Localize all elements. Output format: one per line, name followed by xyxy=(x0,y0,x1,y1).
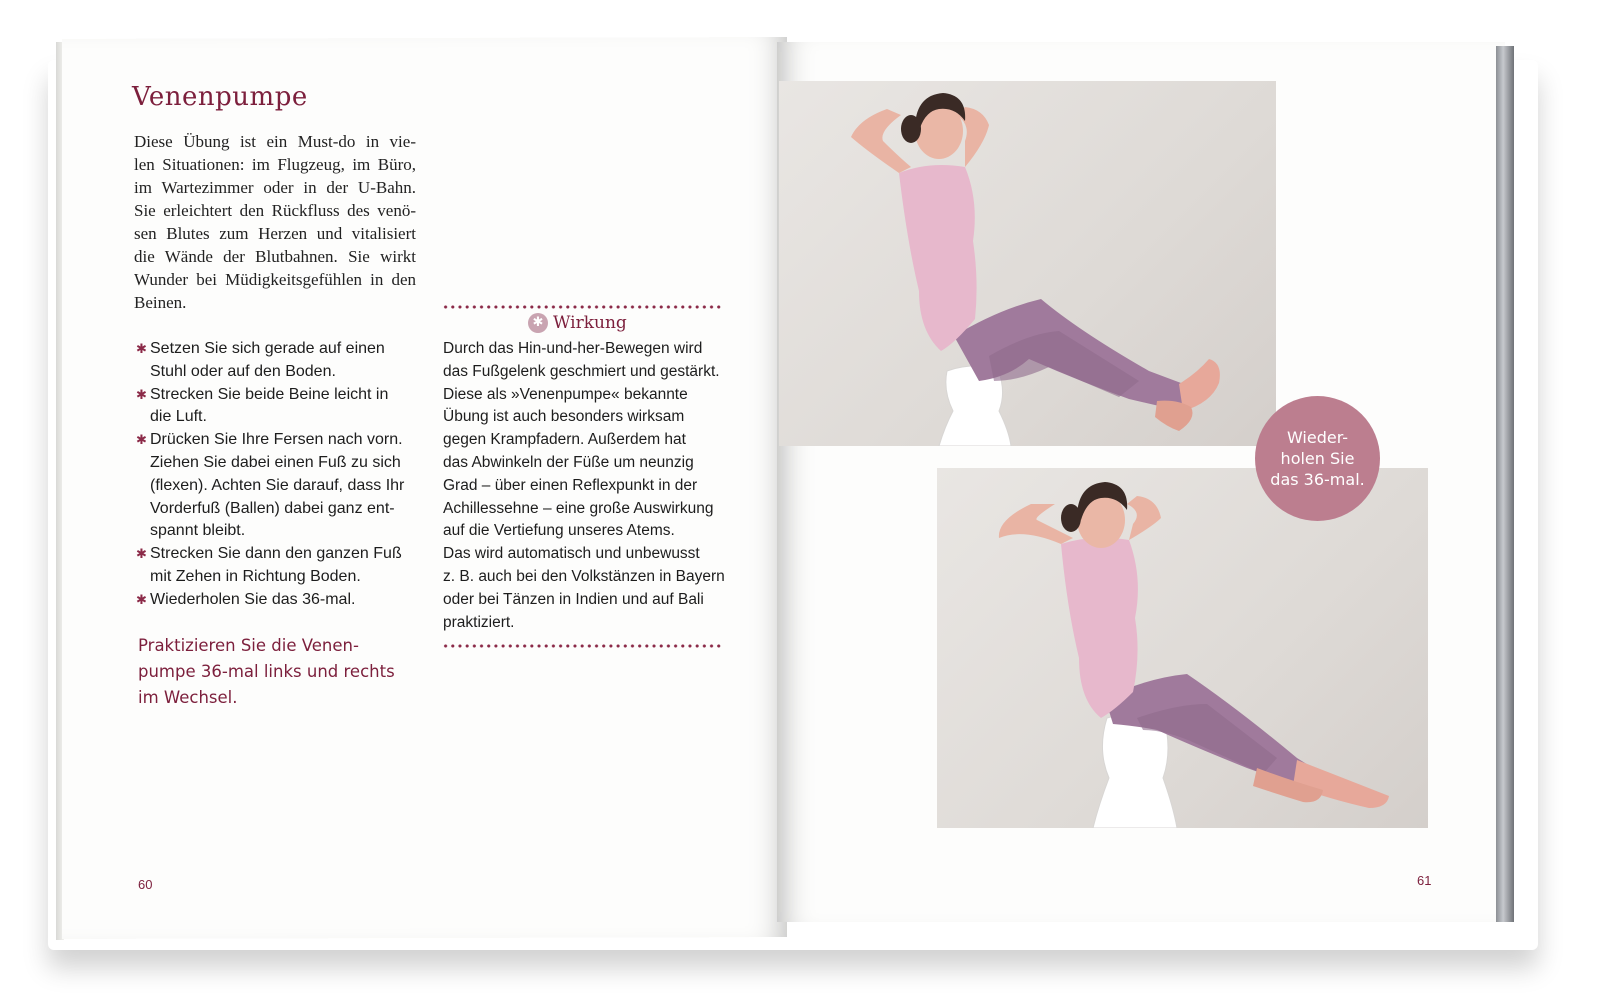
info-line: Durch das Hin-und-her-Bewegen wird xyxy=(443,340,703,357)
info-line: Übung ist auch besonders wirksam xyxy=(443,408,685,426)
badge-line: Wieder- xyxy=(1286,428,1349,447)
conclusion-text xyxy=(138,633,428,711)
info-box-title: Wirkung xyxy=(553,313,627,333)
conclusion-line: pumpe 36-mal links und rechts xyxy=(138,662,395,681)
info-line: praktiziert. xyxy=(443,613,515,631)
list-item xyxy=(137,429,417,543)
intro-line: sen Blutes zum Herzen und vitalisiert xyxy=(134,224,416,243)
asterisk-bullet-icon: ✱ xyxy=(136,341,147,356)
asterisk-bullet-icon: ✱ xyxy=(136,432,147,448)
info-line: Achillessehne – eine große Auswirkung xyxy=(443,499,714,517)
info-line: Das wird automatisch und unbewusst xyxy=(443,545,700,563)
step-line: Strecken Sie dann den ganzen Fuß xyxy=(150,545,402,563)
dotted-divider-top xyxy=(442,305,724,309)
dotted-divider-bottom xyxy=(442,644,724,648)
info-line: gegen Krampfadern. Außerdem hat xyxy=(443,431,686,449)
intro-line: Wunder bei Müdigkeitsgefühlen in den xyxy=(134,270,416,289)
step-line: spannt bleibt. xyxy=(150,522,246,540)
info-line: Diese als »Venenpumpe« bekannte xyxy=(443,385,688,403)
step-line: mit Zehen in Richtung Boden. xyxy=(150,567,361,585)
right-page-edge xyxy=(1496,46,1514,922)
asterisk-bullet-icon: ✱ xyxy=(136,386,147,402)
info-line: Grad – über einen Reflexpunkt in der xyxy=(443,476,698,494)
photo-woman-feet-flexed xyxy=(779,81,1276,446)
conclusion-line: Praktizieren Sie die Venen- xyxy=(138,636,359,655)
steps-list xyxy=(137,338,417,612)
step-line: Stuhl oder auf den Boden. xyxy=(150,362,336,380)
intro-line: Diese Übung ist ein Must-do in vie- xyxy=(134,132,416,151)
step-line: (flexen). Achten Sie darauf, dass Ihr xyxy=(150,476,405,494)
step-line: Strecken Sie beide Beine leicht in xyxy=(150,385,389,403)
step-line: die Luft. xyxy=(150,408,207,426)
intro-line: die Wände der Blutbahnen. Sie wirkt xyxy=(134,247,416,266)
exercise-illustration xyxy=(779,81,1276,446)
page-number-right: 61 xyxy=(1417,873,1432,888)
badge-line: das 36-mal. xyxy=(1270,470,1365,489)
asterisk-circle-icon: ✱ xyxy=(528,313,548,333)
asterisk-bullet-icon: ✱ xyxy=(136,546,147,562)
intro-line: Sie erleichtert den Rückfluss des venö- xyxy=(134,201,416,220)
intro-paragraph xyxy=(134,130,416,314)
info-line: oder bei Tänzen in Indien und auf Bali xyxy=(443,590,704,608)
badge-line: holen Sie xyxy=(1280,449,1355,468)
intro-line: im Wartezimmer oder in der U-Bahn. xyxy=(134,178,416,197)
page-title: Venenpumpe xyxy=(132,82,308,112)
info-box-heading xyxy=(528,313,627,333)
step-line: Drücken Sie Ihre Fersen nach vorn. xyxy=(150,431,403,449)
step-line: Setzen Sie sich gerade auf einen xyxy=(150,340,385,357)
asterisk-bullet-icon: ✱ xyxy=(136,591,147,607)
intro-line: Beinen. xyxy=(134,293,187,312)
info-line: das Fußgelenk geschmiert und gestärkt. xyxy=(443,362,720,380)
info-line: z. B. auch bei den Volkstänzen in Bayern xyxy=(443,567,725,585)
list-item xyxy=(137,589,417,612)
step-line: Wiederholen Sie das 36-mal. xyxy=(150,590,356,608)
list-item xyxy=(137,543,417,589)
list-item xyxy=(137,384,417,430)
conclusion-line: im Wechsel. xyxy=(138,688,238,707)
info-box-text xyxy=(443,338,728,634)
list-item xyxy=(137,338,417,384)
info-line: auf die Vertiefung unseres Atems. xyxy=(443,522,675,540)
intro-line: len Situationen: im Flugzeug, im Büro, xyxy=(134,155,416,174)
page-number-left: 60 xyxy=(138,877,153,892)
step-line: Ziehen Sie dabei einen Fuß zu sich xyxy=(150,453,401,471)
step-line: Vorderfuß (Ballen) dabei ganz ent- xyxy=(150,499,395,517)
repeat-badge xyxy=(1255,396,1380,521)
exercise-illustration xyxy=(937,468,1428,828)
photo-woman-feet-pointed xyxy=(937,468,1428,828)
info-line: das Abwinkeln der Füße um neunzig xyxy=(443,453,694,471)
